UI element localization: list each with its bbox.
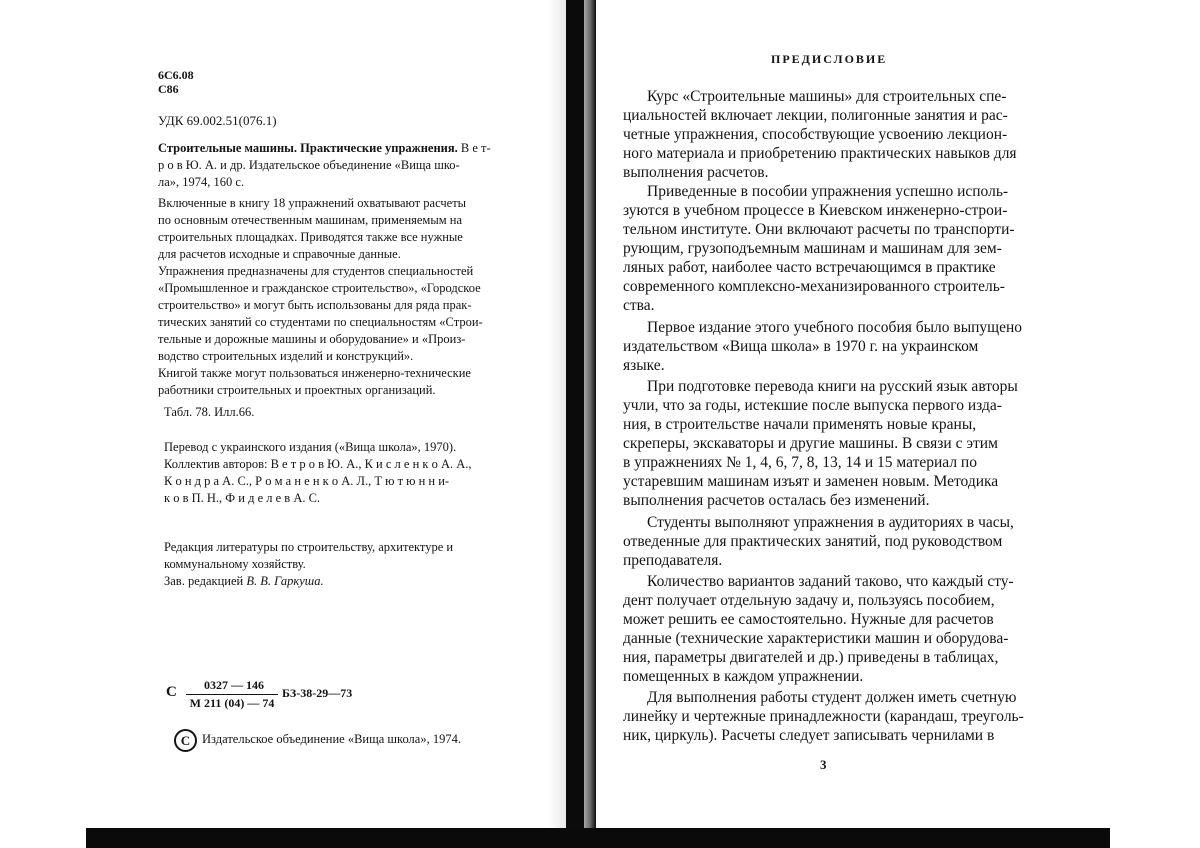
abstract-line: строительство» и могут быть использованы для ряда прак-: [158, 298, 472, 312]
preface-line: современного комплексно-механизированного строитель-: [623, 278, 1005, 295]
preface-line: выполнения расчетов осталась без изменений.: [623, 492, 930, 509]
preface-line: ник, циркуль). Расчеты следует записывать чернилами в: [623, 727, 995, 744]
book-title: Строительные машины. Практические упражнения.: [158, 141, 458, 155]
preface-line: При подготовке перевода книги на русский язык авторы: [647, 378, 1018, 395]
tables-illustrations-count: Табл. 78. Илл.66.: [164, 405, 255, 419]
abstract-line: строительных площадках. Приводятся также все нужные: [158, 230, 463, 244]
preface-line: линейку и чертежные принадлежности (карандаш, треуголь-: [623, 708, 1024, 725]
bibliographic-line-2: р о в Ю. А. и др. Издательское объединение «Вища шко-: [158, 158, 460, 172]
translation-line: К о н д р а А. С., Р о м а н е н к о А. Л., Т ю т ю н н и-: [164, 474, 450, 488]
abstract-line: для расчетов исходные и справочные данные.: [158, 247, 401, 261]
copyright-text: Издательское объединение «Вища школа», 1974.: [202, 732, 461, 746]
preface-line: ного материала и приобретению практических навыков для: [623, 145, 1017, 162]
code-fraction-bar: [186, 694, 278, 695]
preface-line: в упражнениях № 1, 4, 6, 7, 8, 13, 14 и 15 материал по: [623, 454, 977, 471]
preface-line: преподавателя.: [623, 552, 723, 569]
preface-line: отведенные для практических занятий, под руководством: [623, 533, 1003, 550]
chief-editor-label: Зав. редакцией: [164, 574, 247, 588]
preface-line: Студенты выполняют упражнения в аудиториях в часы,: [647, 514, 1014, 531]
abstract-line: тических занятий со студентами по специальностям «Строи-: [158, 315, 483, 329]
udk-code: УДК 69.002.51(076.1): [158, 113, 277, 128]
preface-line: ния, в строительстве начали применять новые краны,: [623, 416, 977, 433]
abstract-line: водство строительных изделий и конструкций».: [158, 349, 414, 363]
classification-code-bottom: С86: [158, 82, 179, 96]
preface-line: может решить ее самостоятельно. Нужные для расчетов: [623, 611, 994, 628]
preface-line: помещенных в каждом упражнении.: [623, 668, 864, 685]
scan-bottom-edge: [86, 828, 1110, 848]
bibliographic-line-1: [158, 141, 491, 156]
abstract-line: Упражнения предназначены для студентов специальностей: [158, 264, 474, 278]
preface-line: выполнения расчетов.: [623, 164, 769, 181]
page-number: 3: [820, 757, 827, 772]
abstract-line: Включенные в книгу 18 упражнений охватывают расчеты: [158, 196, 467, 210]
preface-line: Первое издание этого учебного пособия было выпущено: [647, 319, 1023, 336]
translation-line: к о в П. Н., Ф и д е л е в А. С.: [164, 491, 321, 505]
preface-line: ния, параметры двигателей и др.) приведены в таблицах,: [623, 649, 999, 666]
code-numerator: 0327 — 146: [204, 678, 264, 692]
preface-line: циальностей включает лекции, полигонные занятия и рас-: [623, 107, 1008, 124]
translation-line: Коллектив авторов: В е т р о в Ю. А., К и с л е н к о А. А.,: [164, 457, 472, 471]
preface-line: издательством «Вища школа» в 1970 г. на украинском: [623, 338, 979, 355]
preface-line: данные (технические характеристики машин и оборудова-: [623, 630, 1009, 647]
code-denominator: М 211 (04) — 74: [189, 696, 275, 710]
preface-line: Количество вариантов заданий таково, что каждый сту-: [647, 573, 1014, 590]
preface-line: Приведенные в пособии упражнения успешно исполь-: [647, 183, 1009, 200]
page-heading: ПРЕДИСЛОВИЕ: [771, 52, 888, 66]
abstract-line: «Промышленное и гражданское строительство», «Городское: [158, 281, 481, 295]
preface-line: языке.: [623, 357, 665, 374]
preface-line: скреперы, экскаваторы и другие машины. В связи с этим: [623, 435, 998, 452]
chief-editor-name: В. В. Гаркуша.: [246, 574, 324, 588]
abstract-line: работники строительных и проектных организаций.: [158, 383, 436, 397]
preface-line: тельном институте. Они включают расчеты по транспорти-: [623, 221, 1015, 238]
preface-line: учли, что за годы, истекшие после выпуска первого изда-: [623, 397, 1002, 414]
book-gutter-spine: [566, 0, 584, 828]
preface-line: устаревшим машинам изъят и заменен новым. Методика: [623, 473, 999, 490]
code-suffix: БЗ-38-29—73: [282, 686, 353, 700]
preface-line: зуются в учебном процессе в Киевском инженерно-строи-: [623, 202, 1008, 219]
preface-line: дент получает отдельную задачу и, пользуясь пособием,: [623, 592, 995, 609]
abstract-line: Книгой также могут пользоваться инженерно-технические: [158, 366, 471, 380]
abstract-line: по основным отечественным машинам, применяемым на: [158, 213, 463, 227]
preface-line: Курс «Строительные машины» для строительных спе-: [647, 88, 1007, 105]
preface-line: Для выполнения работы студент должен иметь счетную: [647, 689, 1017, 706]
bibliographic-line-3: ла», 1974, 160 с.: [158, 175, 245, 189]
preface-line: ства.: [623, 297, 655, 314]
abstract-line: тельные и дорожные машины и оборудование» и «Произ-: [158, 332, 466, 346]
editorial-line: коммунальному хозяйству.: [164, 557, 306, 571]
translation-line: Перевод с украинского издания («Вища школа», 1970).: [164, 440, 457, 454]
chief-editor-line: [164, 574, 324, 589]
editorial-line: Редакция литературы по строительству, архитектуре и: [164, 540, 454, 554]
code-letter: С: [166, 684, 177, 700]
classification-code-top: 6С6.08: [158, 68, 194, 82]
preface-line: рующим, грузоподъемным машинам и машинам для зем-: [623, 240, 1002, 257]
preface-line: четные упражнения, способствующие усвоению лекцион-: [623, 126, 1008, 143]
copyright-icon: C: [174, 729, 197, 752]
bibliographic-text: В е т-: [457, 141, 491, 155]
preface-line: ляных работ, наиболее часто встречающимся в практике: [623, 259, 996, 276]
